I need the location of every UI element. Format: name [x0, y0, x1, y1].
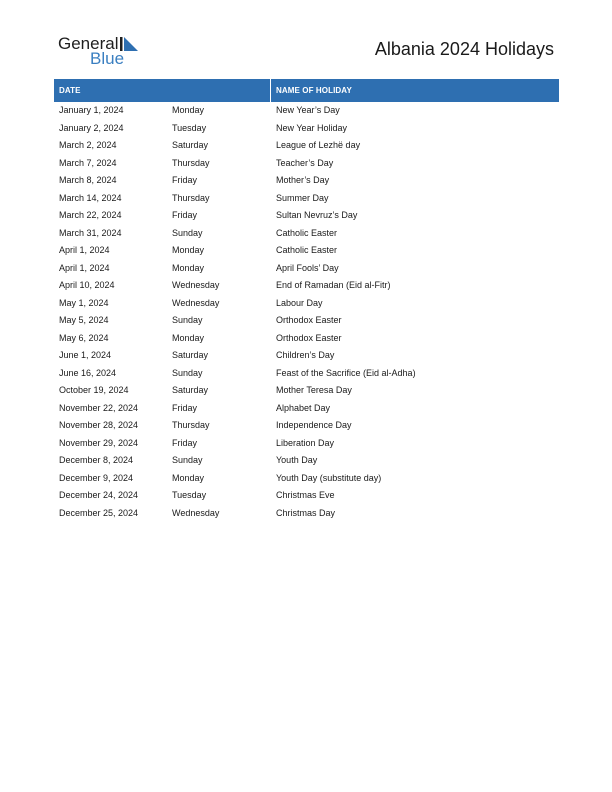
holiday-weekday: Sunday: [172, 315, 203, 325]
holiday-weekday: Monday: [172, 105, 205, 115]
holiday-date: March 8, 2024: [59, 175, 117, 185]
holiday-date: November 28, 2024: [59, 420, 139, 430]
table-row: [54, 330, 559, 348]
holiday-weekday: Monday: [172, 262, 205, 273]
holiday-name: Children’s Day: [276, 350, 335, 360]
holiday-date: March 22, 2024: [59, 210, 122, 220]
table-header: [54, 79, 559, 102]
holiday-weekday: Wednesday: [172, 507, 220, 518]
holiday-date: May 1, 2024: [59, 297, 109, 308]
holiday-weekday: Thursday: [172, 192, 210, 203]
column-header-date: DATE: [59, 86, 81, 95]
table-row: [54, 155, 559, 173]
holiday-weekday: Saturday: [172, 140, 209, 150]
holiday-weekday: Monday: [172, 245, 205, 255]
holiday-name: Christmas Day: [276, 507, 336, 518]
holiday-name: Sultan Nevruz’s Day: [276, 210, 358, 220]
holiday-name: Summer Day: [276, 192, 329, 203]
holiday-date: March 2, 2024: [59, 140, 117, 150]
holiday-name: Teacher’s Day: [276, 157, 334, 168]
holiday-date: November 29, 2024: [59, 437, 139, 448]
holiday-date: November 22, 2024: [59, 402, 139, 413]
holiday-weekday: Wednesday: [172, 280, 220, 290]
holiday-weekday: Wednesday: [172, 297, 220, 308]
holiday-weekday: Sunday: [172, 227, 203, 238]
holiday-date: April 1, 2024: [59, 262, 110, 273]
holiday-name: Liberation Day: [276, 437, 335, 448]
table-body: [54, 102, 559, 522]
holiday-date: March 31, 2024: [59, 227, 122, 238]
holiday-weekday: Monday: [172, 472, 205, 483]
holiday-weekday: Sunday: [172, 455, 203, 465]
holiday-weekday: Tuesday: [172, 122, 207, 133]
table-row: [54, 120, 559, 138]
holiday-name: League of Lezhë day: [276, 140, 361, 150]
holiday-weekday: Friday: [172, 175, 198, 185]
holiday-weekday: Thursday: [172, 420, 210, 430]
table-row: [54, 470, 559, 488]
holiday-date: January 1, 2024: [59, 105, 124, 115]
holiday-name: End of Ramadan (Eid al-Fitr): [276, 280, 391, 290]
holiday-date: April 10, 2024: [59, 280, 115, 290]
holiday-date: March 14, 2024: [59, 192, 122, 203]
table-row: [54, 347, 559, 365]
holiday-weekday: Friday: [172, 210, 198, 220]
table-row: [54, 137, 559, 155]
holiday-weekday: Saturday: [172, 385, 209, 395]
table-row: [54, 172, 559, 190]
holiday-date: December 25, 2024: [59, 507, 139, 518]
table-row: [54, 312, 559, 330]
holiday-date: May 5, 2024: [59, 315, 109, 325]
holiday-name: Christmas Eve: [276, 490, 335, 500]
holiday-name: Feast of the Sacrifice (Eid al-Adha): [276, 367, 416, 378]
table-row: [54, 505, 559, 523]
table-row: [54, 417, 559, 435]
holiday-weekday: Friday: [172, 437, 198, 448]
holiday-name: Catholic Easter: [276, 227, 338, 238]
holiday-weekday: Friday: [172, 402, 198, 413]
holiday-date: December 9, 2024: [59, 472, 134, 483]
table-row: [54, 277, 559, 295]
table-row: [54, 435, 559, 453]
holiday-name: New Year Holiday: [276, 122, 348, 133]
holiday-name: Labour Day: [276, 297, 323, 308]
page-title: Albania 2024 Holidays: [374, 39, 554, 59]
table-row: [54, 295, 559, 313]
table-row: [54, 400, 559, 418]
holiday-name: Orthodox Easter: [276, 332, 342, 343]
holiday-weekday: Monday: [172, 332, 205, 343]
table-row: [54, 242, 559, 260]
holiday-date: March 7, 2024: [59, 157, 117, 168]
holiday-date: April 1, 2024: [59, 245, 110, 255]
table-row: [54, 225, 559, 243]
holiday-name: Youth Day: [276, 455, 318, 465]
generalblue-logo: [58, 34, 148, 70]
holiday-name: Orthodox Easter: [276, 315, 342, 325]
holiday-weekday: Saturday: [172, 350, 209, 360]
table-row: [54, 365, 559, 383]
holiday-weekday: Sunday: [172, 367, 203, 378]
holiday-date: June 1, 2024: [59, 350, 112, 360]
holiday-name: Youth Day (substitute day): [276, 472, 382, 483]
holiday-name: Alphabet Day: [276, 402, 331, 413]
holiday-weekday: Tuesday: [172, 490, 207, 500]
holiday-name: Mother’s Day: [276, 175, 330, 185]
table-row: [54, 190, 559, 208]
holiday-date: May 6, 2024: [59, 332, 109, 343]
holiday-date: October 19, 2024: [59, 385, 129, 395]
holiday-date: June 16, 2024: [59, 367, 117, 378]
header-divider: [270, 79, 271, 102]
holidays-table: [54, 79, 559, 522]
holiday-date: December 24, 2024: [59, 490, 139, 500]
holiday-weekday: Thursday: [172, 157, 210, 168]
table-row: [54, 452, 559, 470]
holiday-name: New Year’s Day: [276, 105, 340, 115]
logo-word-general: General: [58, 34, 119, 53]
column-header-holiday-name: NAME OF HOLIDAY: [276, 86, 352, 95]
table-row: [54, 487, 559, 505]
table-row: [54, 382, 559, 400]
holiday-date: December 8, 2024: [59, 455, 134, 465]
holiday-date: January 2, 2024: [59, 122, 124, 133]
holiday-name: Catholic Easter: [276, 245, 338, 255]
table-row: [54, 260, 559, 278]
holiday-name: Mother Teresa Day: [276, 385, 352, 395]
table-row: [54, 207, 559, 225]
logo-word-blue: Blue: [90, 49, 125, 68]
holiday-name: April Fools’ Day: [276, 262, 339, 273]
table-row: [54, 102, 559, 120]
holiday-name: Independence Day: [276, 420, 352, 430]
